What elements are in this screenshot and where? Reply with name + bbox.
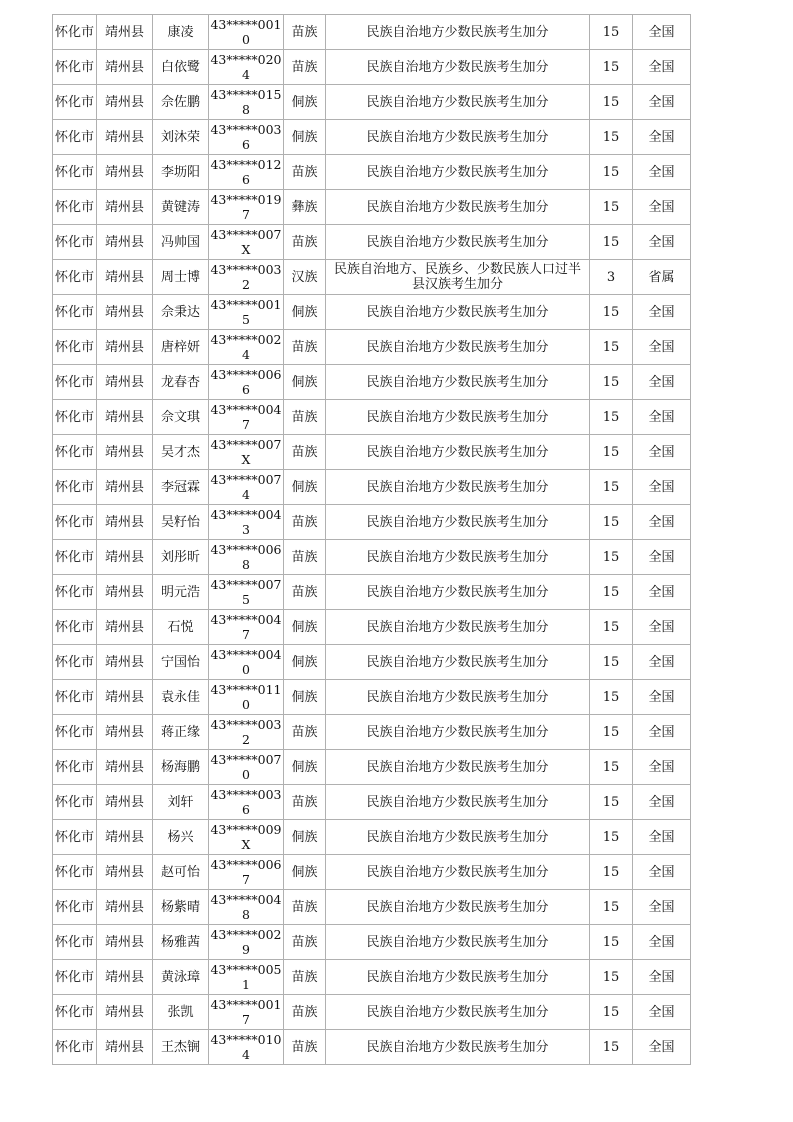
scope-cell: 全国 bbox=[633, 960, 691, 995]
table-row bbox=[53, 1030, 691, 1065]
table-row bbox=[53, 890, 691, 925]
scope-cell: 全国 bbox=[633, 575, 691, 610]
id-number-cell: 43*****0068 bbox=[209, 540, 284, 575]
id-number-cell: 43*****0066 bbox=[209, 365, 284, 400]
bonus-points-cell: 15 bbox=[590, 470, 633, 505]
id-number-cell: 43*****0032 bbox=[209, 715, 284, 750]
name-cell: 周士博 bbox=[153, 260, 209, 295]
bonus-item-cell: 民族自治地方少数民族考生加分 bbox=[326, 610, 590, 645]
county-cell: 靖州县 bbox=[97, 610, 153, 645]
bonus-points-cell: 15 bbox=[590, 330, 633, 365]
name-cell: 杨兴 bbox=[153, 820, 209, 855]
name-cell: 李坜阳 bbox=[153, 155, 209, 190]
id-number-cell: 43*****0047 bbox=[209, 400, 284, 435]
bonus-item-cell: 民族自治地方少数民族考生加分 bbox=[326, 400, 590, 435]
bonus-item-cell: 民族自治地方少数民族考生加分 bbox=[326, 890, 590, 925]
ethnicity-cell: 侗族 bbox=[284, 680, 326, 715]
table-row bbox=[53, 715, 691, 750]
ethnicity-cell: 苗族 bbox=[284, 15, 326, 50]
city-cell: 怀化市 bbox=[53, 260, 97, 295]
id-number-cell: 43*****0070 bbox=[209, 750, 284, 785]
id-number-cell: 43*****0017 bbox=[209, 995, 284, 1030]
table-row bbox=[53, 750, 691, 785]
city-cell: 怀化市 bbox=[53, 435, 97, 470]
bonus-points-cell: 15 bbox=[590, 995, 633, 1030]
ethnicity-cell: 苗族 bbox=[284, 960, 326, 995]
county-cell: 靖州县 bbox=[97, 995, 153, 1030]
ethnicity-cell: 苗族 bbox=[284, 155, 326, 190]
scope-cell: 全国 bbox=[633, 750, 691, 785]
name-cell: 刘彤昕 bbox=[153, 540, 209, 575]
bonus-item-cell: 民族自治地方少数民族考生加分 bbox=[326, 330, 590, 365]
scope-cell: 全国 bbox=[633, 400, 691, 435]
county-cell: 靖州县 bbox=[97, 470, 153, 505]
name-cell: 张凯 bbox=[153, 995, 209, 1030]
city-cell: 怀化市 bbox=[53, 1030, 97, 1065]
ethnicity-cell: 侗族 bbox=[284, 470, 326, 505]
table-row bbox=[53, 190, 691, 225]
ethnicity-cell: 侗族 bbox=[284, 120, 326, 155]
ethnicity-cell: 苗族 bbox=[284, 505, 326, 540]
id-number-cell: 43*****009X bbox=[209, 820, 284, 855]
county-cell: 靖州县 bbox=[97, 890, 153, 925]
bonus-points-cell: 15 bbox=[590, 225, 633, 260]
scope-cell: 全国 bbox=[633, 435, 691, 470]
city-cell: 怀化市 bbox=[53, 330, 97, 365]
scope-cell: 省属 bbox=[633, 260, 691, 295]
ethnicity-cell: 苗族 bbox=[284, 50, 326, 85]
ethnicity-cell: 汉族 bbox=[284, 260, 326, 295]
bonus-points-cell: 15 bbox=[590, 155, 633, 190]
ethnicity-cell: 侗族 bbox=[284, 750, 326, 785]
id-number-cell: 43*****0067 bbox=[209, 855, 284, 890]
bonus-points-cell: 15 bbox=[590, 540, 633, 575]
id-number-cell: 43*****0015 bbox=[209, 295, 284, 330]
county-cell: 靖州县 bbox=[97, 680, 153, 715]
bonus-points-cell: 15 bbox=[590, 1030, 633, 1065]
city-cell: 怀化市 bbox=[53, 225, 97, 260]
bonus-points-cell: 15 bbox=[590, 365, 633, 400]
bonus-item-cell: 民族自治地方少数民族考生加分 bbox=[326, 85, 590, 120]
bonus-item-cell: 民族自治地方少数民族考生加分 bbox=[326, 715, 590, 750]
name-cell: 白依鹭 bbox=[153, 50, 209, 85]
table-row bbox=[53, 15, 691, 50]
bonus-points-cell: 15 bbox=[590, 15, 633, 50]
bonus-item-cell: 民族自治地方少数民族考生加分 bbox=[326, 855, 590, 890]
ethnicity-cell: 苗族 bbox=[284, 925, 326, 960]
table-row bbox=[53, 505, 691, 540]
city-cell: 怀化市 bbox=[53, 645, 97, 680]
bonus-points-cell: 15 bbox=[590, 400, 633, 435]
scope-cell: 全国 bbox=[633, 50, 691, 85]
id-number-cell: 43*****0043 bbox=[209, 505, 284, 540]
ethnicity-cell: 苗族 bbox=[284, 785, 326, 820]
scope-cell: 全国 bbox=[633, 540, 691, 575]
bonus-item-cell: 民族自治地方少数民族考生加分 bbox=[326, 120, 590, 155]
scope-cell: 全国 bbox=[633, 855, 691, 890]
ethnicity-cell: 苗族 bbox=[284, 995, 326, 1030]
bonus-points-cell: 15 bbox=[590, 715, 633, 750]
table-row bbox=[53, 995, 691, 1030]
city-cell: 怀化市 bbox=[53, 505, 97, 540]
ethnicity-cell: 苗族 bbox=[284, 890, 326, 925]
bonus-item-cell: 民族自治地方少数民族考生加分 bbox=[326, 785, 590, 820]
ethnicity-cell: 苗族 bbox=[284, 1030, 326, 1065]
ethnicity-cell: 侗族 bbox=[284, 610, 326, 645]
city-cell: 怀化市 bbox=[53, 120, 97, 155]
bonus-item-cell: 民族自治地方少数民族考生加分 bbox=[326, 995, 590, 1030]
ethnicity-cell: 侗族 bbox=[284, 295, 326, 330]
ethnicity-cell: 侗族 bbox=[284, 85, 326, 120]
id-number-cell: 43*****0036 bbox=[209, 785, 284, 820]
county-cell: 靖州县 bbox=[97, 715, 153, 750]
bonus-item-cell: 民族自治地方少数民族考生加分 bbox=[326, 295, 590, 330]
scope-cell: 全国 bbox=[633, 785, 691, 820]
table-row bbox=[53, 330, 691, 365]
scope-cell: 全国 bbox=[633, 85, 691, 120]
city-cell: 怀化市 bbox=[53, 610, 97, 645]
county-cell: 靖州县 bbox=[97, 400, 153, 435]
bonus-points-cell: 15 bbox=[590, 750, 633, 785]
city-cell: 怀化市 bbox=[53, 575, 97, 610]
name-cell: 康凌 bbox=[153, 15, 209, 50]
scope-cell: 全国 bbox=[633, 190, 691, 225]
county-cell: 靖州县 bbox=[97, 435, 153, 470]
bonus-item-cell: 民族自治地方、民族乡、少数民族人口过半县汉族考生加分 bbox=[326, 260, 590, 295]
scope-cell: 全国 bbox=[633, 610, 691, 645]
id-number-cell: 43*****0110 bbox=[209, 680, 284, 715]
name-cell: 佘秉达 bbox=[153, 295, 209, 330]
id-number-cell: 43*****0075 bbox=[209, 575, 284, 610]
bonus-points-cell: 15 bbox=[590, 785, 633, 820]
county-cell: 靖州县 bbox=[97, 15, 153, 50]
bonus-item-cell: 民族自治地方少数民族考生加分 bbox=[326, 155, 590, 190]
scope-cell: 全国 bbox=[633, 820, 691, 855]
id-number-cell: 43*****0048 bbox=[209, 890, 284, 925]
scope-cell: 全国 bbox=[633, 330, 691, 365]
bonus-item-cell: 民族自治地方少数民族考生加分 bbox=[326, 575, 590, 610]
bonus-points-cell: 15 bbox=[590, 85, 633, 120]
city-cell: 怀化市 bbox=[53, 960, 97, 995]
city-cell: 怀化市 bbox=[53, 15, 97, 50]
table-row bbox=[53, 960, 691, 995]
id-number-cell: 43*****0051 bbox=[209, 960, 284, 995]
table-row bbox=[53, 540, 691, 575]
city-cell: 怀化市 bbox=[53, 365, 97, 400]
county-cell: 靖州县 bbox=[97, 540, 153, 575]
name-cell: 黄泳璋 bbox=[153, 960, 209, 995]
name-cell: 刘轩 bbox=[153, 785, 209, 820]
table-body bbox=[53, 15, 691, 1065]
id-number-cell: 43*****0126 bbox=[209, 155, 284, 190]
table-row bbox=[53, 610, 691, 645]
name-cell: 佘文琪 bbox=[153, 400, 209, 435]
city-cell: 怀化市 bbox=[53, 890, 97, 925]
table-row bbox=[53, 295, 691, 330]
bonus-item-cell: 民族自治地方少数民族考生加分 bbox=[326, 470, 590, 505]
name-cell: 杨海鹏 bbox=[153, 750, 209, 785]
scope-cell: 全国 bbox=[633, 155, 691, 190]
county-cell: 靖州县 bbox=[97, 260, 153, 295]
bonus-item-cell: 民族自治地方少数民族考生加分 bbox=[326, 960, 590, 995]
scope-cell: 全国 bbox=[633, 925, 691, 960]
ethnicity-cell: 苗族 bbox=[284, 540, 326, 575]
name-cell: 宁国怡 bbox=[153, 645, 209, 680]
bonus-item-cell: 民族自治地方少数民族考生加分 bbox=[326, 1030, 590, 1065]
scope-cell: 全国 bbox=[633, 120, 691, 155]
ethnicity-cell: 苗族 bbox=[284, 715, 326, 750]
id-number-cell: 43*****0010 bbox=[209, 15, 284, 50]
name-cell: 唐梓妍 bbox=[153, 330, 209, 365]
county-cell: 靖州县 bbox=[97, 190, 153, 225]
scope-cell: 全国 bbox=[633, 715, 691, 750]
scope-cell: 全国 bbox=[633, 1030, 691, 1065]
id-number-cell: 43*****0197 bbox=[209, 190, 284, 225]
ethnicity-cell: 彝族 bbox=[284, 190, 326, 225]
city-cell: 怀化市 bbox=[53, 540, 97, 575]
bonus-points-cell: 15 bbox=[590, 855, 633, 890]
scope-cell: 全国 bbox=[633, 995, 691, 1030]
ethnicity-cell: 侗族 bbox=[284, 365, 326, 400]
bonus-points-cell: 15 bbox=[590, 190, 633, 225]
id-number-cell: 43*****007X bbox=[209, 435, 284, 470]
table-row bbox=[53, 435, 691, 470]
bonus-points-cell: 15 bbox=[590, 890, 633, 925]
table-row bbox=[53, 470, 691, 505]
county-cell: 靖州县 bbox=[97, 750, 153, 785]
county-cell: 靖州县 bbox=[97, 855, 153, 890]
county-cell: 靖州县 bbox=[97, 575, 153, 610]
bonus-points-table-page bbox=[52, 14, 690, 1065]
city-cell: 怀化市 bbox=[53, 155, 97, 190]
ethnicity-cell: 苗族 bbox=[284, 400, 326, 435]
county-cell: 靖州县 bbox=[97, 820, 153, 855]
bonus-item-cell: 民族自治地方少数民族考生加分 bbox=[326, 190, 590, 225]
scope-cell: 全国 bbox=[633, 890, 691, 925]
bonus-item-cell: 民族自治地方少数民族考生加分 bbox=[326, 365, 590, 400]
county-cell: 靖州县 bbox=[97, 225, 153, 260]
bonus-item-cell: 民族自治地方少数民族考生加分 bbox=[326, 15, 590, 50]
county-cell: 靖州县 bbox=[97, 85, 153, 120]
scope-cell: 全国 bbox=[633, 470, 691, 505]
county-cell: 靖州县 bbox=[97, 785, 153, 820]
name-cell: 李冠霖 bbox=[153, 470, 209, 505]
id-number-cell: 43*****0074 bbox=[209, 470, 284, 505]
name-cell: 吴才杰 bbox=[153, 435, 209, 470]
county-cell: 靖州县 bbox=[97, 505, 153, 540]
name-cell: 蒋正缘 bbox=[153, 715, 209, 750]
bonus-points-cell: 15 bbox=[590, 435, 633, 470]
name-cell: 赵可怡 bbox=[153, 855, 209, 890]
table-row bbox=[53, 225, 691, 260]
bonus-points-cell: 15 bbox=[590, 820, 633, 855]
id-number-cell: 43*****0047 bbox=[209, 610, 284, 645]
ethnicity-cell: 苗族 bbox=[284, 435, 326, 470]
name-cell: 王杰锎 bbox=[153, 1030, 209, 1065]
ethnicity-cell: 苗族 bbox=[284, 330, 326, 365]
city-cell: 怀化市 bbox=[53, 750, 97, 785]
city-cell: 怀化市 bbox=[53, 925, 97, 960]
bonus-points-cell: 15 bbox=[590, 575, 633, 610]
table-row bbox=[53, 925, 691, 960]
bonus-item-cell: 民族自治地方少数民族考生加分 bbox=[326, 750, 590, 785]
table-row bbox=[53, 645, 691, 680]
scope-cell: 全国 bbox=[633, 15, 691, 50]
city-cell: 怀化市 bbox=[53, 995, 97, 1030]
city-cell: 怀化市 bbox=[53, 50, 97, 85]
table-row bbox=[53, 50, 691, 85]
name-cell: 杨雅茜 bbox=[153, 925, 209, 960]
bonus-item-cell: 民族自治地方少数民族考生加分 bbox=[326, 925, 590, 960]
name-cell: 杨紫晴 bbox=[153, 890, 209, 925]
table-row bbox=[53, 575, 691, 610]
bonus-points-cell: 15 bbox=[590, 610, 633, 645]
table-row bbox=[53, 820, 691, 855]
county-cell: 靖州县 bbox=[97, 1030, 153, 1065]
city-cell: 怀化市 bbox=[53, 85, 97, 120]
table-row bbox=[53, 400, 691, 435]
city-cell: 怀化市 bbox=[53, 295, 97, 330]
name-cell: 石悦 bbox=[153, 610, 209, 645]
scope-cell: 全国 bbox=[633, 225, 691, 260]
name-cell: 袁永佳 bbox=[153, 680, 209, 715]
county-cell: 靖州县 bbox=[97, 645, 153, 680]
id-number-cell: 43*****0158 bbox=[209, 85, 284, 120]
id-number-cell: 43*****007X bbox=[209, 225, 284, 260]
bonus-item-cell: 民族自治地方少数民族考生加分 bbox=[326, 435, 590, 470]
table-row bbox=[53, 785, 691, 820]
id-number-cell: 43*****0104 bbox=[209, 1030, 284, 1065]
county-cell: 靖州县 bbox=[97, 50, 153, 85]
bonus-points-cell: 15 bbox=[590, 295, 633, 330]
scope-cell: 全国 bbox=[633, 505, 691, 540]
city-cell: 怀化市 bbox=[53, 855, 97, 890]
table-row bbox=[53, 260, 691, 295]
bonus-item-cell: 民族自治地方少数民族考生加分 bbox=[326, 680, 590, 715]
table-row bbox=[53, 855, 691, 890]
table-row bbox=[53, 120, 691, 155]
city-cell: 怀化市 bbox=[53, 715, 97, 750]
id-number-cell: 43*****0204 bbox=[209, 50, 284, 85]
bonus-item-cell: 民族自治地方少数民族考生加分 bbox=[326, 820, 590, 855]
bonus-points-cell: 3 bbox=[590, 260, 633, 295]
table-row bbox=[53, 365, 691, 400]
name-cell: 明元浩 bbox=[153, 575, 209, 610]
city-cell: 怀化市 bbox=[53, 470, 97, 505]
table-row bbox=[53, 155, 691, 190]
bonus-points-cell: 15 bbox=[590, 50, 633, 85]
table-row bbox=[53, 85, 691, 120]
bonus-points-table bbox=[52, 14, 691, 1065]
county-cell: 靖州县 bbox=[97, 120, 153, 155]
bonus-points-cell: 15 bbox=[590, 680, 633, 715]
name-cell: 龙春杏 bbox=[153, 365, 209, 400]
scope-cell: 全国 bbox=[633, 680, 691, 715]
city-cell: 怀化市 bbox=[53, 680, 97, 715]
scope-cell: 全国 bbox=[633, 295, 691, 330]
ethnicity-cell: 苗族 bbox=[284, 225, 326, 260]
name-cell: 黄键涛 bbox=[153, 190, 209, 225]
id-number-cell: 43*****0040 bbox=[209, 645, 284, 680]
bonus-item-cell: 民族自治地方少数民族考生加分 bbox=[326, 540, 590, 575]
county-cell: 靖州县 bbox=[97, 155, 153, 190]
county-cell: 靖州县 bbox=[97, 295, 153, 330]
city-cell: 怀化市 bbox=[53, 820, 97, 855]
county-cell: 靖州县 bbox=[97, 365, 153, 400]
id-number-cell: 43*****0024 bbox=[209, 330, 284, 365]
scope-cell: 全国 bbox=[633, 365, 691, 400]
county-cell: 靖州县 bbox=[97, 925, 153, 960]
bonus-points-cell: 15 bbox=[590, 925, 633, 960]
id-number-cell: 43*****0036 bbox=[209, 120, 284, 155]
name-cell: 佘佐鹏 bbox=[153, 85, 209, 120]
bonus-item-cell: 民族自治地方少数民族考生加分 bbox=[326, 50, 590, 85]
ethnicity-cell: 侗族 bbox=[284, 645, 326, 680]
id-number-cell: 43*****0032 bbox=[209, 260, 284, 295]
bonus-item-cell: 民族自治地方少数民族考生加分 bbox=[326, 505, 590, 540]
bonus-item-cell: 民族自治地方少数民族考生加分 bbox=[326, 645, 590, 680]
ethnicity-cell: 侗族 bbox=[284, 820, 326, 855]
id-number-cell: 43*****0029 bbox=[209, 925, 284, 960]
ethnicity-cell: 苗族 bbox=[284, 575, 326, 610]
bonus-points-cell: 15 bbox=[590, 960, 633, 995]
name-cell: 吴籽怡 bbox=[153, 505, 209, 540]
name-cell: 冯帅国 bbox=[153, 225, 209, 260]
county-cell: 靖州县 bbox=[97, 330, 153, 365]
city-cell: 怀化市 bbox=[53, 785, 97, 820]
county-cell: 靖州县 bbox=[97, 960, 153, 995]
table-row bbox=[53, 680, 691, 715]
scope-cell: 全国 bbox=[633, 645, 691, 680]
bonus-points-cell: 15 bbox=[590, 645, 633, 680]
bonus-item-cell: 民族自治地方少数民族考生加分 bbox=[326, 225, 590, 260]
city-cell: 怀化市 bbox=[53, 400, 97, 435]
bonus-points-cell: 15 bbox=[590, 505, 633, 540]
city-cell: 怀化市 bbox=[53, 190, 97, 225]
ethnicity-cell: 侗族 bbox=[284, 855, 326, 890]
name-cell: 刘沐荣 bbox=[153, 120, 209, 155]
bonus-points-cell: 15 bbox=[590, 120, 633, 155]
